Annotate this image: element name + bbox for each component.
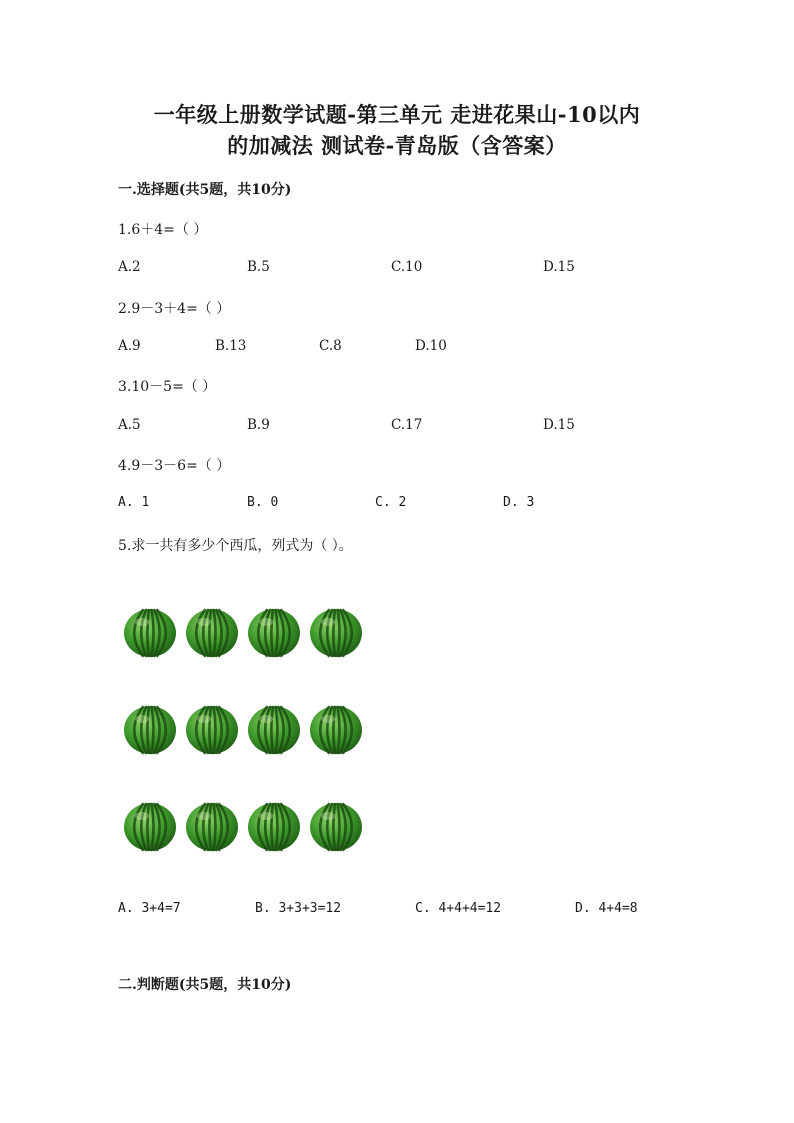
watermelon-icon xyxy=(308,703,364,755)
question-3-option-a: A.5 xyxy=(118,417,141,433)
watermelon-icon xyxy=(122,606,178,658)
question-2-option-c: C.8 xyxy=(319,338,342,354)
question-1-option-c: C.10 xyxy=(391,259,423,275)
watermelon-icon xyxy=(308,606,364,658)
question-5-stem: 5.求一共有多少个西瓜，列式为（ ）。 xyxy=(118,538,353,554)
question-3-option-b: B.9 xyxy=(247,417,270,433)
question-1-option-b: B.5 xyxy=(247,259,270,275)
page-title-line1: 一年级上册数学试题-第三单元 走进花果山-10以内 xyxy=(153,102,641,127)
watermelon-grid xyxy=(122,606,372,862)
question-5-option-a: A. 3+4=7 xyxy=(118,901,181,916)
watermelon-icon xyxy=(246,800,302,852)
watermelon-icon xyxy=(184,606,240,658)
watermelon-icon xyxy=(246,703,302,755)
question-1-stem: 1.6＋4=（ ） xyxy=(118,222,208,238)
watermelon-icon xyxy=(122,800,178,852)
question-2-option-a: A.9 xyxy=(118,338,141,354)
question-2-option-d: D.10 xyxy=(415,338,447,354)
section-heading-choice: 一.选择题(共5题，共10分) xyxy=(118,182,292,198)
question-4-option-a: A. 1 xyxy=(118,495,150,510)
watermelon-icon xyxy=(184,800,240,852)
question-2-option-b: B.13 xyxy=(215,338,247,354)
question-4-stem: 4.9－3－6=（ ） xyxy=(118,458,231,474)
question-5-option-b: B. 3+3+3=12 xyxy=(255,901,342,916)
question-3-option-c: C.17 xyxy=(391,417,423,433)
question-2-stem: 2.9－3＋4=（ ） xyxy=(118,301,231,317)
watermelon-icon xyxy=(122,703,178,755)
watermelon-icon xyxy=(308,800,364,852)
question-1-option-a: A.2 xyxy=(118,259,141,275)
question-3-option-d: D.15 xyxy=(543,417,575,433)
section-heading-judgement: 二.判断题(共5题，共10分) xyxy=(118,977,292,993)
watermelon-icon xyxy=(246,606,302,658)
question-4-option-c: C. 2 xyxy=(375,495,407,510)
question-5-option-d: D. 4+4=8 xyxy=(575,901,638,916)
page-title-line2: 的加减法 测试卷-青岛版（含答案） xyxy=(227,133,567,158)
watermelon-icon xyxy=(184,703,240,755)
question-4-option-b: B. 0 xyxy=(247,495,279,510)
question-4-option-d: D. 3 xyxy=(503,495,535,510)
question-1-option-d: D.15 xyxy=(543,259,575,275)
question-5-option-c: C. 4+4+4=12 xyxy=(415,901,502,916)
question-3-stem: 3.10－5=（ ） xyxy=(118,379,217,395)
